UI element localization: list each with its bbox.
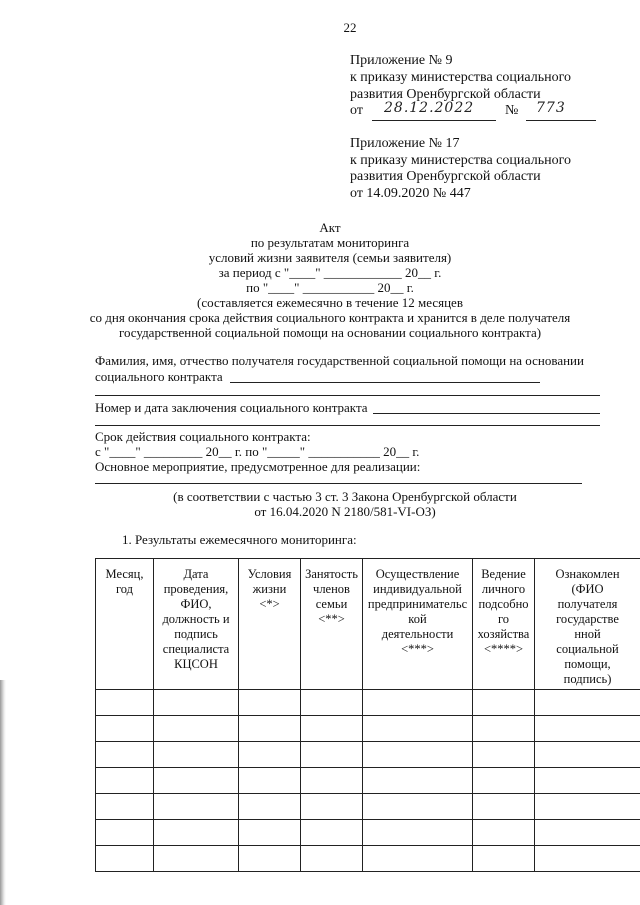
scan-edge-shadow <box>0 680 6 905</box>
table-cell[interactable] <box>535 768 640 794</box>
term-label: Срок действия социального контракта: <box>95 429 311 444</box>
fio-label-1: Фамилия, имя, отчество получателя государственной социальной помощи на основании <box>95 353 584 368</box>
number-underline <box>526 120 596 121</box>
fio-field-line-2[interactable] <box>95 395 600 396</box>
table-cell[interactable] <box>154 820 239 846</box>
act-subtitle: по результатам мониторинга <box>250 235 410 250</box>
table-cell[interactable] <box>96 794 154 820</box>
table-cell[interactable] <box>239 820 301 846</box>
header-text-line: Месяц, <box>105 567 144 581</box>
act-title: Акт <box>319 220 341 235</box>
table-cell[interactable] <box>535 846 640 872</box>
header-text-line: личного <box>481 582 526 596</box>
table-row <box>96 820 640 846</box>
appendix9-block <box>350 52 571 103</box>
table-cell[interactable] <box>535 690 640 716</box>
table-cell[interactable] <box>363 690 473 716</box>
table-cell[interactable] <box>96 716 154 742</box>
header-text-line: <**> <box>318 612 345 626</box>
page-number: 22 <box>343 20 357 35</box>
table-cell[interactable] <box>535 794 640 820</box>
table-cell[interactable] <box>473 846 535 872</box>
table-cell[interactable] <box>154 690 239 716</box>
header-entrepreneurship <box>363 559 473 690</box>
header-text-line: ФИО, <box>180 597 212 611</box>
table-cell[interactable] <box>473 768 535 794</box>
header-date-specialist <box>154 559 239 690</box>
table-row <box>96 768 640 794</box>
table-cell[interactable] <box>473 716 535 742</box>
act-period-from: за период с "____" ____________ 20__ г. <box>218 265 442 280</box>
appendix9-ministry: развития Оренбургской области <box>350 87 541 102</box>
header-text-line: Условия <box>247 567 292 581</box>
appendix17-block <box>350 136 571 202</box>
header-text-line: жизни <box>252 582 287 596</box>
table-row <box>96 794 640 820</box>
monitoring-table <box>95 558 640 872</box>
table-cell[interactable] <box>473 794 535 820</box>
header-text-line: помощи, <box>564 657 611 671</box>
section-1-heading: 1. Результаты ежемесячного мониторинга: <box>122 532 357 547</box>
date-underline <box>372 120 496 121</box>
fio-label-2: социального контракта <box>95 369 223 384</box>
table-cell[interactable] <box>473 742 535 768</box>
table-row <box>96 716 640 742</box>
table-cell[interactable] <box>535 742 640 768</box>
table-cell[interactable] <box>239 846 301 872</box>
table-cell[interactable] <box>154 716 239 742</box>
act-period-to: по "____" ___________ 20__ г. <box>246 280 414 295</box>
table-cell[interactable] <box>96 768 154 794</box>
header-text-line: проведения, <box>163 582 229 596</box>
table-cell[interactable] <box>239 716 301 742</box>
header-text-line: должность и <box>162 612 230 626</box>
act-note-2: со дня окончания срока действия социального контракта и хранится в деле получателя <box>89 310 571 325</box>
number-label: № <box>505 103 519 118</box>
table-cell[interactable] <box>96 846 154 872</box>
header-text-line: <***> <box>401 642 434 656</box>
table-cell[interactable] <box>301 768 363 794</box>
appendix9-from-label: от <box>350 103 363 118</box>
header-text-line: <****> <box>483 642 524 656</box>
act-note-3: государственной социальной помощи на основании социального контракта) <box>118 325 542 340</box>
contract-number-line[interactable] <box>373 413 600 414</box>
header-text-line: хозяйства <box>477 627 530 641</box>
table-cell[interactable] <box>154 768 239 794</box>
header-text-line: Дата <box>183 567 209 581</box>
header-text-line: го <box>497 612 510 626</box>
header-text-line: подсобно <box>478 597 529 611</box>
header-living-conditions <box>239 559 301 690</box>
contract-number-line-2[interactable] <box>95 425 600 426</box>
table-cell[interactable] <box>301 820 363 846</box>
table-cell[interactable] <box>363 716 473 742</box>
header-family-employment <box>301 559 363 690</box>
table-cell[interactable] <box>363 794 473 820</box>
act-note-1: (составляется ежемесячно в течение 12 месяцев <box>197 295 463 310</box>
main-event-line[interactable] <box>95 483 582 484</box>
law-reference-1: (в соответствии с частью 3 ст. 3 Закона Оренбургской области <box>173 489 517 504</box>
appendix17-title: Приложение № 17 <box>350 136 460 151</box>
table-cell[interactable] <box>535 716 640 742</box>
header-text-line: государстве <box>556 612 619 626</box>
table-cell[interactable] <box>363 742 473 768</box>
table-cell[interactable] <box>473 690 535 716</box>
table-cell[interactable] <box>154 846 239 872</box>
header-text-line: предпринимательс <box>367 597 468 611</box>
appendix9-title: Приложение № 9 <box>350 53 453 68</box>
appendix9-order: к приказу министерства социального <box>350 70 571 85</box>
appendix17-ministry: развития Оренбургской области <box>350 169 541 184</box>
header-text-line: семьи <box>315 597 348 611</box>
table-cell[interactable] <box>535 820 640 846</box>
table-cell[interactable] <box>96 690 154 716</box>
table-cell[interactable] <box>363 846 473 872</box>
header-text-line: социальной <box>556 642 619 656</box>
header-text-line: кой <box>408 612 427 626</box>
header-text-line: членов <box>313 582 350 596</box>
appendix17-date: от 14.09.2020 № 447 <box>350 185 471 201</box>
table-row <box>96 846 640 872</box>
header-text-line: год <box>115 582 134 596</box>
header-text-line: специалиста <box>162 642 230 656</box>
header-text-line: Ознакомлен <box>555 567 620 581</box>
header-text-line: (ФИО <box>571 582 604 596</box>
fio-field-line[interactable] <box>230 382 540 383</box>
appendix17-order: к приказу министерства социального <box>350 152 571 168</box>
header-text-line: деятельности <box>381 627 454 641</box>
table-cell[interactable] <box>301 846 363 872</box>
table-cell[interactable] <box>239 690 301 716</box>
handwritten-date: 28.12.2022 <box>384 100 475 116</box>
main-event-label: Основное мероприятие, предусмотренное для реализации: <box>95 459 421 474</box>
handwritten-number: 773 <box>536 100 566 116</box>
header-text-line: подпись <box>174 627 218 641</box>
table-cell[interactable] <box>301 716 363 742</box>
table-cell[interactable] <box>154 742 239 768</box>
contract-number-label: Номер и дата заключения социального контракта <box>95 400 368 415</box>
table-row <box>96 690 640 716</box>
header-text-line: КЦСОН <box>174 657 218 671</box>
table-cell[interactable] <box>96 820 154 846</box>
act-conditions: условий жизни заявителя (семьи заявителя) <box>208 250 452 265</box>
table-cell[interactable] <box>239 794 301 820</box>
term-dates: с "____" _________ 20__ г. по "_____" ___________ 20__ г. <box>95 444 420 459</box>
table-cell[interactable] <box>473 820 535 846</box>
header-subsidiary-farming <box>473 559 535 690</box>
header-acknowledged <box>535 559 640 690</box>
table-cell[interactable] <box>239 742 301 768</box>
header-text-line: подпись) <box>563 672 612 686</box>
table-cell[interactable] <box>301 794 363 820</box>
header-text-line: Ведение <box>481 567 526 581</box>
table-body <box>96 690 640 872</box>
table-header-row <box>96 559 640 690</box>
table-cell[interactable] <box>363 768 473 794</box>
header-month-year <box>96 559 154 690</box>
table-row <box>96 742 640 768</box>
header-text-line: Занятость <box>305 567 358 581</box>
table-cell[interactable] <box>363 820 473 846</box>
table-cell[interactable] <box>239 768 301 794</box>
table-cell[interactable] <box>154 794 239 820</box>
header-text-line: получателя <box>557 597 618 611</box>
table-cell[interactable] <box>301 690 363 716</box>
header-text-line: индивидуальной <box>373 582 462 596</box>
law-reference-2: от 16.04.2020 N 2180/581-VI-ОЗ) <box>254 504 436 519</box>
table-cell[interactable] <box>96 742 154 768</box>
header-text-line: Осуществление <box>375 567 460 581</box>
header-text-line: нной <box>574 627 601 641</box>
header-text-line: <*> <box>259 597 280 611</box>
table-cell[interactable] <box>301 742 363 768</box>
